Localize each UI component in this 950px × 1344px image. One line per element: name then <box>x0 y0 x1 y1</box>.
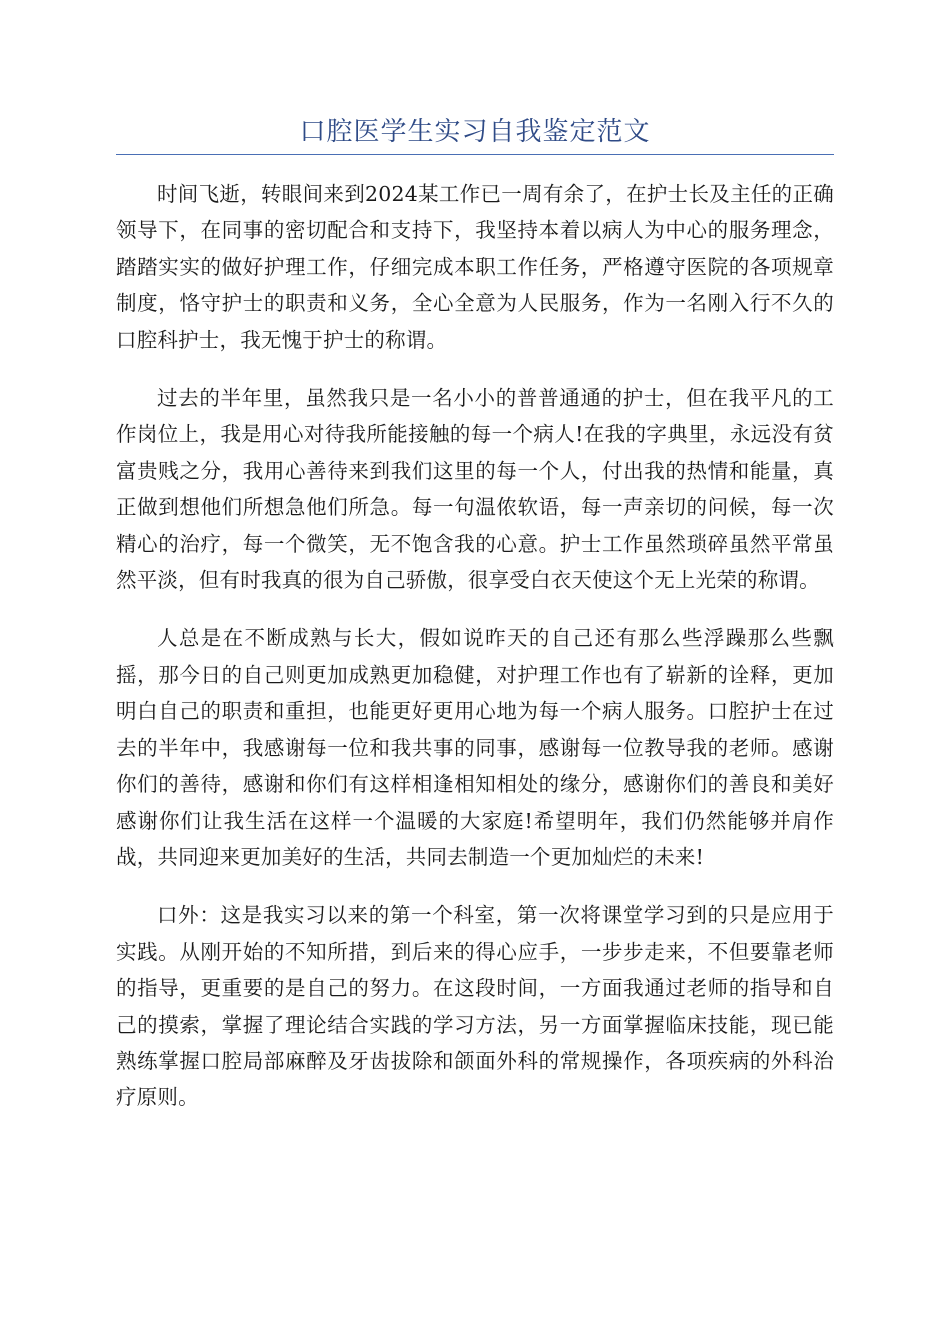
paragraph-3: 人总是在不断成熟与长大，假如说昨天的自己还有那么些浮躁那么些飘摇，那今日的自己则更加成熟更加稳健，对护理工作也有了崭新的诠释，更加明白自己的职责和重担，也能更好更用心地为每一个病人服务。口腔护士在过去的半年中，我感谢每一位和我共事的同事，感谢每一位教导我的老师。感谢你们的善待，感谢和你们有这样相逢相知相处的缘分，感谢你们的善良和美好感谢你们让我生活在这样一个温暖的大家庭!希望明年，我们仍然能够并肩作战，共同迎来更加美好的生活，共同去制造一个更加灿烂的未来! <box>116 626 834 869</box>
title-underline <box>116 154 834 155</box>
document-body <box>116 176 834 1138</box>
paragraph-4: 口外：这是我实习以来的第一个科室，第一次将课堂学习到的只是应用于实践。从刚开始的不知所措，到后来的得心应手，一步步走来，不但要靠老师的指导，更重要的是自己的努力。在这段时间，一方面我通过老师的指导和自己的摸索，掌握了理论结合实践的学习方法，另一方面掌握临床技能，现已能熟练掌握口腔局部麻醉及牙齿拔除和颌面外科的常规操作，各项疾病的外科治疗原则。 <box>116 903 834 1110</box>
paragraph-2: 过去的半年里，虽然我只是一名小小的普普通通的护士，但在我平凡的工作岗位上，我是用心对待我所能接触的每一个病人!在我的字典里，永远没有贫富贵贱之分，我用心善待来到我们这里的每一个人，付出我的热情和能量，真正做到想他们所想急他们所急。每一句温侬软语，每一声亲切的问候，每一次精心的治疗，每一个微笑，无不饱含我的心意。护士工作虽然琐碎虽然平常虽然平淡，但有时我真的很为自己骄傲，很享受白衣天使这个无上光荣的称谓。 <box>116 386 834 593</box>
document-title: 口腔医学生实习自我鉴定范文 <box>299 117 651 147</box>
paragraph-1: 时间飞逝，转眼间来到2024某工作已一周有余了，在护士长及主任的正确领导下，在同事的密切配合和支持下，我坚持本着以病人为中心的服务理念，踏踏实实的做好护理工作，仔细完成本职工作任务，严格遵守医院的各项规章制度，恪守护士的职责和义务，全心全意为人民服务，作为一名刚入行不久的口腔科护士，我无愧于护士的称谓。 <box>116 182 834 352</box>
